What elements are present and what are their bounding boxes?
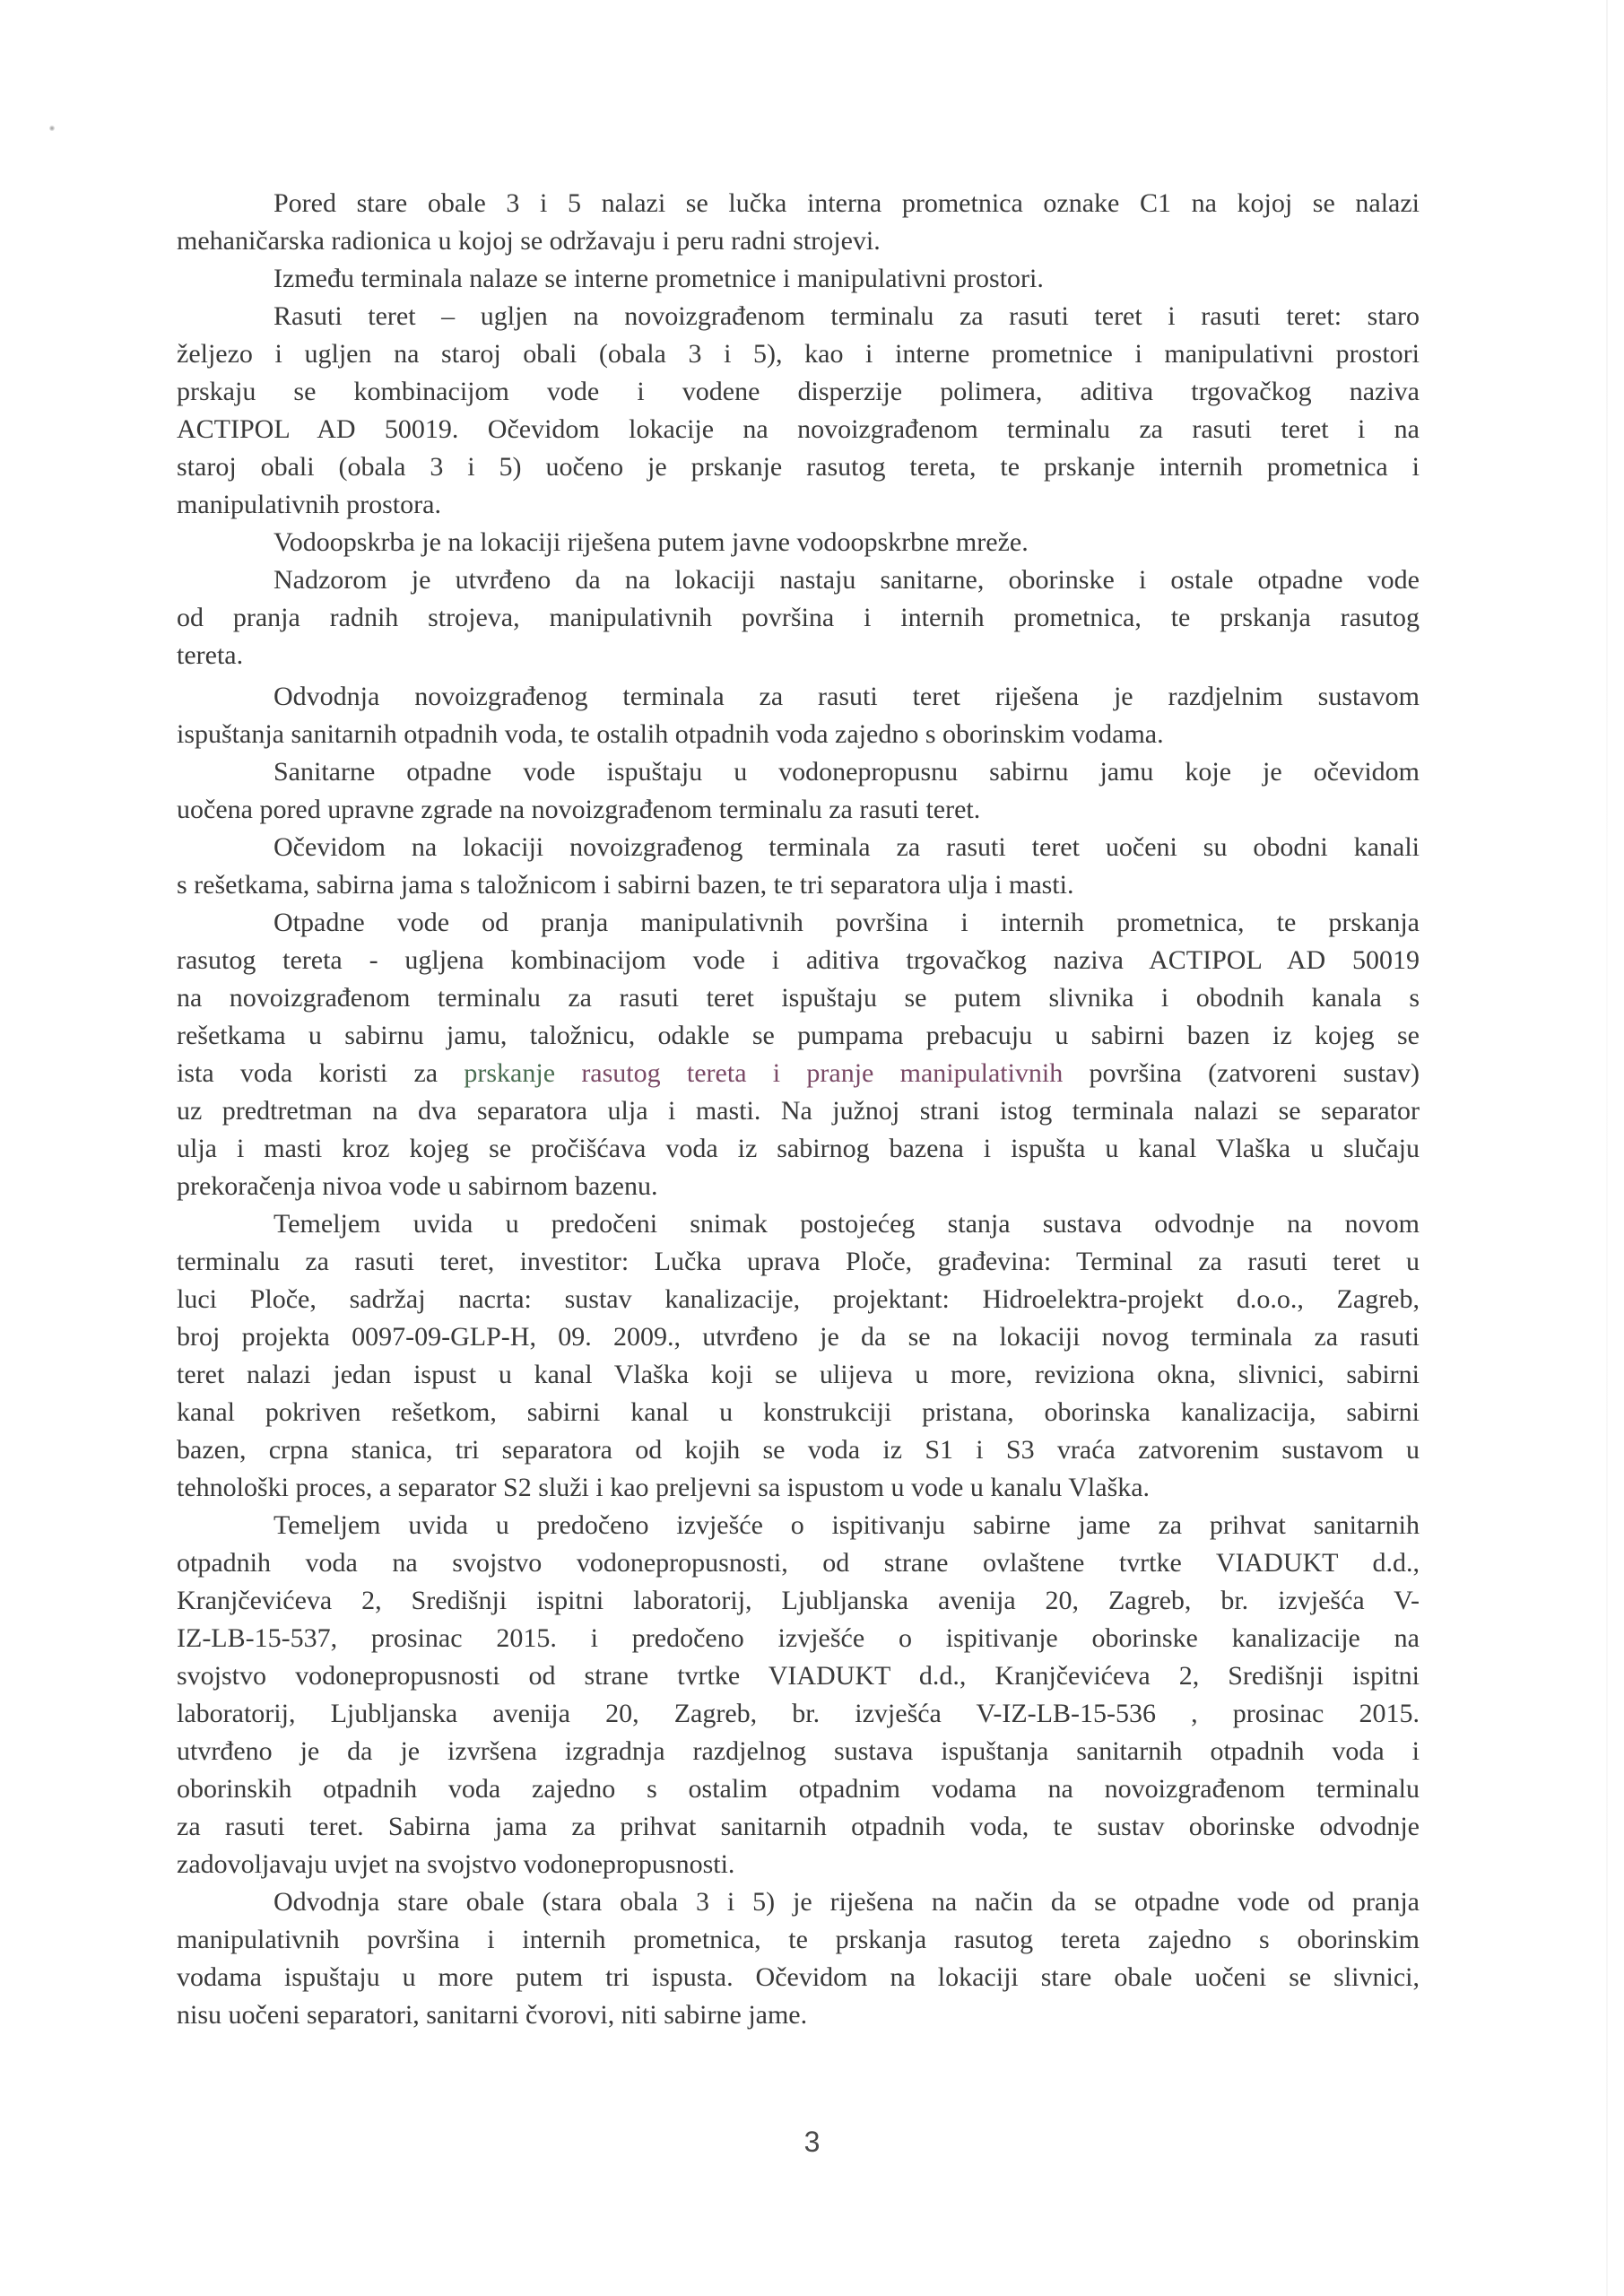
paragraph-perimeter-channels: [177, 829, 1420, 904]
text-line: željezo i ugljen na staroj obali (obala 3 i 5), kao i interne prometnice i manipulativni prostori: [177, 339, 1420, 369]
text-line: IZ-LB-15-537, prosinac 2015. i predočeno izvješće o ispitivanje oborinske kanalizacije na: [177, 1623, 1420, 1653]
text-line: rešetkama u sabirnu jamu, taložnicu, odakle se pumpama prebacuju u sabirni bazen iz kojeg se: [177, 1021, 1420, 1050]
paragraph-water-supply: [177, 524, 1420, 561]
text-line: Temeljem uvida u predočeno izvješće o ispitivanju sabirne jame za prihvat sanitarnih: [274, 1510, 1420, 1540]
text-line: Rasuti teret – ugljen na novoizgrađenom terminalu za rasuti teret i rasuti teret: staro: [274, 301, 1420, 331]
text-line: oborinskih otpadnih voda zajedno s ostalim otpadnim vodama na novoizgrađenom terminalu: [177, 1774, 1420, 1804]
text-line: broj projekta 0097-09-GLP-H, 09. 2009., utvrđeno je da se na lokaciji novog terminala za rasuti: [177, 1322, 1420, 1352]
text-line: Sanitarne otpadne vode ispuštaju u vodonepropusnu sabirnu jamu koje je očevidom: [274, 757, 1420, 787]
text-line: na novoizgrađenom terminalu za rasuti teret ispuštaju se putem slivnika i obodnih kanala s: [177, 983, 1420, 1013]
paragraph-test-report-review: [177, 1507, 1420, 1883]
paragraph-old-quay-drainage: [177, 1883, 1420, 2034]
text-line: vodama ispuštaju u more putem tri ispusta. Očevidom na lokaciji stare obale uočeni se slivnici,: [177, 1962, 1420, 1992]
paragraph-wash-water: [177, 904, 1420, 1205]
text-line: Nadzorom je utvrđeno da na lokaciji nastaju sanitarne, oborinske i ostale otpadne vode: [274, 565, 1420, 595]
text-line: Između terminala nalaze se interne prometnice i manipulativni prostori.: [274, 264, 1044, 293]
text-line: Pored stare obale 3 i 5 nalazi se lučka interna prometnica oznake C1 na kojoj se nalazi: [274, 188, 1420, 218]
text-line: prskaju se kombinacijom vode i vodene disperzije polimera, aditiva trgovačkog naziva: [177, 377, 1420, 406]
tinted-suffix: površina (zatvoreni sustav): [1063, 1058, 1420, 1088]
paragraph-sanitary-wastewater: [177, 753, 1420, 829]
text-line: bazen, crpna stanica, tri separatora od kojih se voda iz S1 i S3 vraća zatvorenim sustavom u: [177, 1435, 1420, 1465]
text-line: mehaničarska radionica u kojoj se održavaju i peru radni strojevi.: [177, 226, 881, 256]
text-line: teret nalazi jedan ispust u kanal Vlaška koji se ulijeva u more, reviziona okna, slivnici, sabirni: [177, 1360, 1420, 1389]
paragraph-drainage-plan-review: [177, 1205, 1420, 1507]
text-line: Temeljem uvida u predočeni snimak postojećeg stanja sustava odvodnje na novom: [274, 1209, 1420, 1239]
text-line: Odvodnja novoizgrađenog terminala za rasuti teret riješena je razdjelnim sustavom: [274, 682, 1420, 711]
text-line: s rešetkama, sabirna jama s taložnicom i sabirni bazen, te tri separatora ulja i masti.: [177, 870, 1074, 900]
text-line: Otpadne vode od pranja manipulativnih površina i internih prometnica, te prskanja: [274, 908, 1420, 937]
tinted-prefix: ista voda koristi za: [177, 1058, 465, 1088]
text-line: prekoračenja nivoa vode u sabirnom bazenu.: [177, 1171, 658, 1201]
page-number: 3: [803, 2126, 821, 2158]
text-line: ispuštanja sanitarnih otpadnih voda, te ostalih otpadnih voda zajedno s oborinskim vodama.: [177, 719, 1164, 749]
paragraph-inspection-findings: [177, 561, 1420, 674]
text-line: tehnološki proces, a separator S2 služi i kao preljevni sa ispustom u vode u kanalu Vlaška.: [177, 1473, 1151, 1502]
text-line: nisu uočeni separatori, sanitarni čvorovi, niti sabirne jame.: [177, 2000, 808, 2030]
text-line: utvrđeno je da je izvršena izgradnja razdjelnog sustava ispuštanja sanitarnih otpadnih voda i: [177, 1736, 1420, 1766]
text-line: uočena pored upravne zgrade na novoizgrađenom terminalu za rasuti teret.: [177, 795, 981, 824]
text-line: tereta.: [177, 640, 244, 670]
text-line: Očevidom na lokaciji novoizgrađenog terminala za rasuti teret uočeni su obodni kanali: [274, 832, 1420, 862]
scan-speck: [49, 126, 55, 131]
text-line: zadovoljavaju uvjet na svojstvo vodonepropusnosti.: [177, 1849, 735, 1879]
text-line: ulja i masti kroz kojeg se pročišćava voda iz sabirnog bazena i ispušta u kanal Vlaška u slučaju: [177, 1134, 1420, 1163]
text-line: luci Ploče, sadržaj nacrta: sustav kanalizacije, projektant: Hidroelektra-projekt d.o.o., Zagreb,: [177, 1284, 1420, 1314]
text-line-tinted: [177, 1055, 1420, 1092]
paragraph-between-terminals: [177, 260, 1420, 298]
paragraph-harbour-road: [177, 185, 1420, 260]
tinted-green-text: prskanje: [464, 1058, 582, 1088]
text-line: kanal pokriven rešetkom, sabirni kanal u konstrukciji pristana, oborinska kanalizacija, sabirni: [177, 1397, 1420, 1427]
paragraph-drainage-new-terminal: [177, 678, 1420, 753]
tinted-magenta-text: rasutog tereta i pranje manipulativnih: [581, 1058, 1064, 1088]
text-line: ACTIPOL AD 50019. Očevidom lokacije na novoizgrađenom terminalu za rasuti teret i na: [177, 414, 1420, 444]
text-line: terminalu za rasuti teret, investitor: Lučka uprava Ploče, građevina: Terminal za rasuti teret u: [177, 1247, 1420, 1276]
text-line: uz predtretman na dva separatora ulja i masti. Na južnoj strani istog terminala nalazi se separator: [177, 1096, 1420, 1126]
text-line: staroj obali (obala 3 i 5) uočeno je prskanje rasutog tereta, te prskanje internih prometnica i: [177, 452, 1420, 482]
text-line: laboratorij, Ljubljanska avenija 20, Zagreb, br. izvješća V-IZ-LB-15-536 , prosinac 2015.: [177, 1699, 1420, 1728]
text-line: Kranjčevićeva 2, Središnji ispitni laboratorij, Ljubljanska avenija 20, Zagreb, br. izvješća V-: [177, 1586, 1420, 1615]
text-line: za rasuti teret. Sabirna jama za prihvat sanitarnih otpadnih voda, te sustav oborinske odvodnje: [177, 1812, 1420, 1841]
paragraph-bulk-cargo: [177, 298, 1420, 524]
text-line: svojstvo vodonepropusnosti od strane tvrtke VIADUKT d.d., Kranjčevićeva 2, Središnji ispitni: [177, 1661, 1420, 1691]
text-line: od pranja radnih strojeva, manipulativnih površina i internih prometnica, te prskanja rasutog: [177, 603, 1420, 632]
text-line: otpadnih voda na svojstvo vodonepropusnosti, od strane ovlaštene tvrtke VIADUKT d.d.,: [177, 1548, 1420, 1578]
text-line: manipulativnih površina i internih prometnica, te prskanja rasutog tereta zajedno s oborinskim: [177, 1925, 1420, 1954]
text-line: rasutog tereta - ugljena kombinacijom vode i aditiva trgovačkog naziva ACTIPOL AD 50019: [177, 945, 1420, 975]
text-line: manipulativnih prostora.: [177, 490, 441, 519]
text-line: Vodoopskrba je na lokaciji riješena putem javne vodoopskrbne mreže.: [274, 527, 1029, 557]
text-line: Odvodnja stare obale (stara obala 3 i 5) je riješena na način da se otpadne vode od pranja: [274, 1887, 1420, 1917]
document-body: [177, 185, 1420, 2034]
scan-edge-shadow: [1606, 0, 1608, 2296]
